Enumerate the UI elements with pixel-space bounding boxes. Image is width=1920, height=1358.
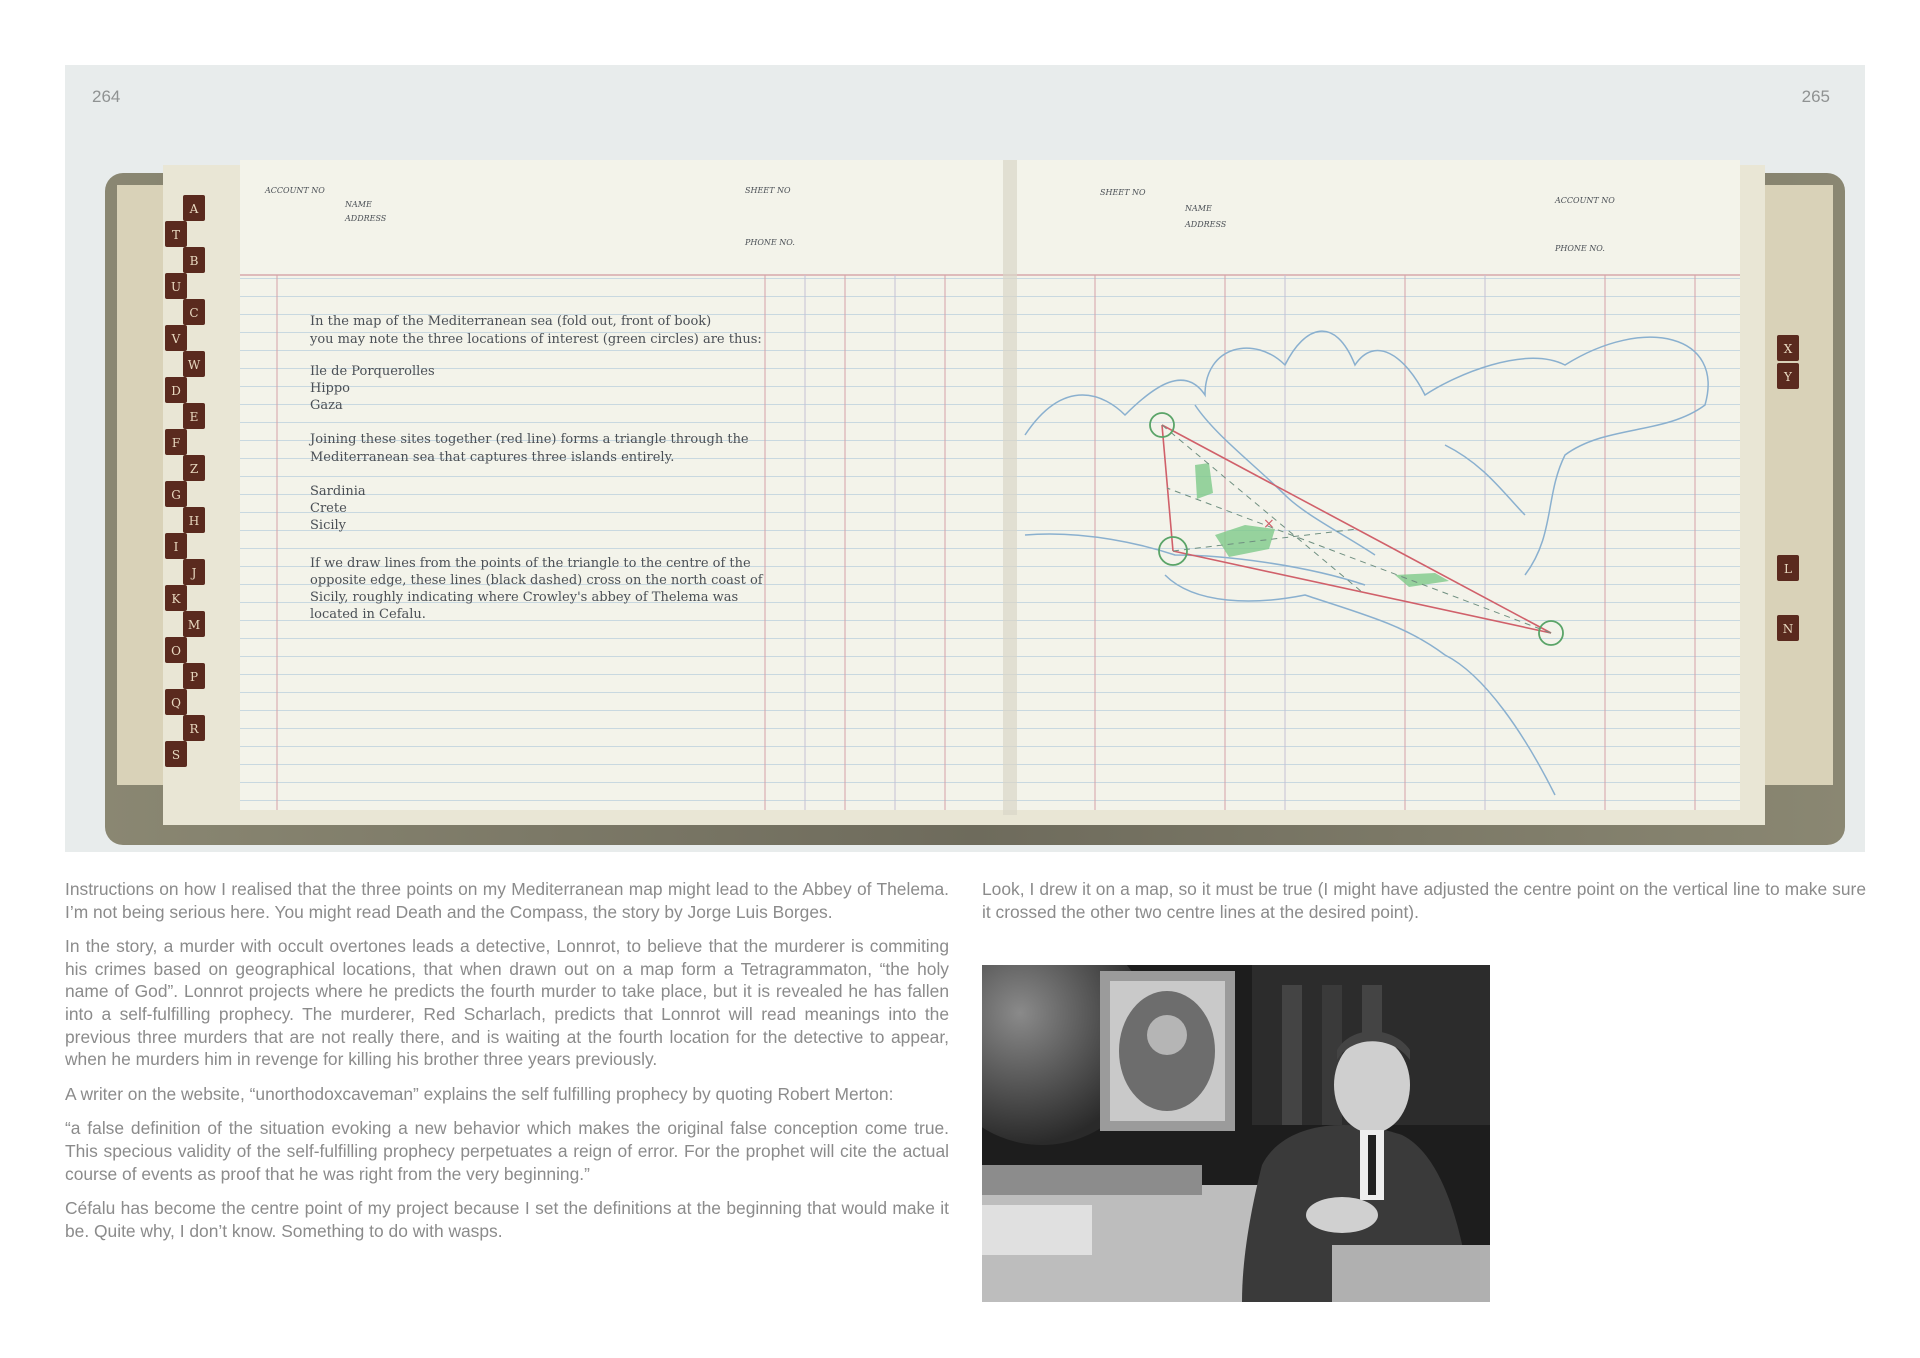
- index-tab-label: K: [171, 592, 181, 606]
- body-text-left: [65, 878, 949, 1254]
- book-gutter: [1003, 160, 1017, 815]
- index-tab-label: O: [171, 644, 181, 658]
- right-header-sheet: SHEET NO: [1100, 188, 1146, 197]
- note-line: In the map of the Mediterranean sea (fold out, front of book): [310, 314, 712, 329]
- paragraph: Instructions on how I realised that the three points on my Mediterranean map might lead to the Abbey of Thelema. I’m not being serious here. You might read Death and the Compass, the story by Jorge Luis Borges.: [65, 879, 949, 922]
- left-header-name: NAME: [345, 200, 372, 209]
- note-line: Joining these sites together (red line) forms a triangle through the: [310, 432, 749, 447]
- index-tab-label: N: [1782, 622, 1794, 636]
- index-tab-label: C: [189, 306, 199, 320]
- index-tab-label: A: [189, 202, 199, 216]
- note-line: Sicily: [310, 518, 347, 533]
- body-text-right: [982, 878, 1866, 935]
- left-header-address: ADDRESS: [345, 214, 387, 223]
- index-tab-label: H: [188, 514, 200, 528]
- page-number-right: 265: [1801, 87, 1830, 106]
- right-header-name: NAME: [1185, 204, 1212, 213]
- index-tab-label: P: [189, 670, 199, 684]
- right-header-address: ADDRESS: [1185, 220, 1227, 229]
- note-line: Sicily, roughly indicating where Crowley's abbey of Thelema was: [310, 590, 739, 605]
- index-tab-label: W: [187, 358, 201, 372]
- index-tab-label: M: [187, 618, 201, 632]
- page-number-left: 264: [92, 87, 121, 106]
- note-line: Hippo: [310, 381, 350, 396]
- index-tab-label: J: [191, 566, 197, 580]
- index-tab-label: S: [171, 748, 181, 762]
- note-line: opposite edge, these lines (black dashed) cross on the north coast of: [310, 573, 763, 588]
- note-line: Mediterranean sea that captures three islands entirely.: [310, 450, 675, 465]
- note-line: you may note the three locations of interest (green circles) are thus:: [310, 332, 762, 347]
- note-line: Gaza: [310, 398, 343, 413]
- paragraph: Look, I drew it on a map, so it must be true (I might have adjusted the centre point on the vertical line to make sure it crossed the other two centre lines at the desired point).: [982, 879, 1866, 922]
- index-tab-label: B: [189, 254, 199, 268]
- quote-paragraph: “a false definition of the situation evoking a new behavior which makes the original false conception come true. This specious validity of the self-fulfilling prophecy perpetuates a reign of error. For the prophet will cite the actual course of events as proof that he was right from the very beginning.”: [65, 1118, 949, 1184]
- index-tab-label: U: [170, 280, 182, 294]
- index-tab-label: Y: [1784, 370, 1792, 384]
- cross-mark-icon: ×: [1263, 516, 1275, 532]
- left-header-account: ACCOUNT NO: [265, 186, 325, 195]
- index-tab-label: X: [1783, 342, 1793, 356]
- index-tab-label: I: [173, 540, 179, 554]
- index-tab-label: F: [171, 436, 181, 450]
- index-tab-label: Z: [189, 462, 199, 476]
- paragraph: In the story, a murder with occult overtones leads a detective, Lonnrot, to believe that the murderer is commiting his crimes based on geographical locations, that when drawn out on a map form a Tetragrammaton, “the holy name of God”. Lonnrot projects where he predicts the fourth murder to take place, but it is revealed he has fallen into a self-fulfilling prophecy. The murderer, Red Scharlach, predicts that Lonnrot will read meanings into the previous three murders that are not really there, and is waiting at the fourth location for the detective to appear, when he murders him in revenge for killing his brother three years previously.: [65, 936, 949, 1070]
- index-tab-label: R: [189, 722, 199, 736]
- note-line: Ile de Porquerolles: [310, 364, 435, 379]
- paragraph: Céfalu has become the centre point of my project because I set the definitions at the beginning that would make it be. Quite why, I don’t know. Something to do with wasps.: [65, 1198, 949, 1241]
- note-line: If we draw lines from the points of the triangle to the centre of the: [310, 556, 751, 571]
- borges-portrait-photo: [982, 965, 1490, 1302]
- right-header-account: ACCOUNT NO: [1555, 196, 1615, 205]
- note-line: Sardinia: [310, 484, 366, 499]
- index-tab-label: G: [171, 488, 181, 502]
- index-tab-label: V: [171, 332, 181, 346]
- note-line: located in Cefalu.: [310, 607, 426, 622]
- index-tab-label: L: [1784, 562, 1792, 576]
- index-tab-label: D: [171, 384, 181, 398]
- ledger-book: [105, 135, 1865, 852]
- right-page-rules: [1010, 275, 1740, 810]
- right-header-phone: PHONE NO.: [1555, 244, 1605, 253]
- index-tab-label: T: [171, 228, 181, 242]
- index-tab-label: Q: [171, 696, 181, 710]
- index-tab-label: E: [189, 410, 199, 424]
- note-line: Crete: [310, 501, 347, 516]
- ledger-photo: [65, 65, 1865, 852]
- left-header-sheet: SHEET NO: [745, 186, 791, 195]
- right-endpaper: [1755, 185, 1833, 785]
- paragraph: A writer on the website, “unorthodoxcaveman” explains the self fulfilling prophecy by quoting Robert Merton:: [65, 1083, 894, 1104]
- left-header-phone: PHONE NO.: [745, 238, 795, 247]
